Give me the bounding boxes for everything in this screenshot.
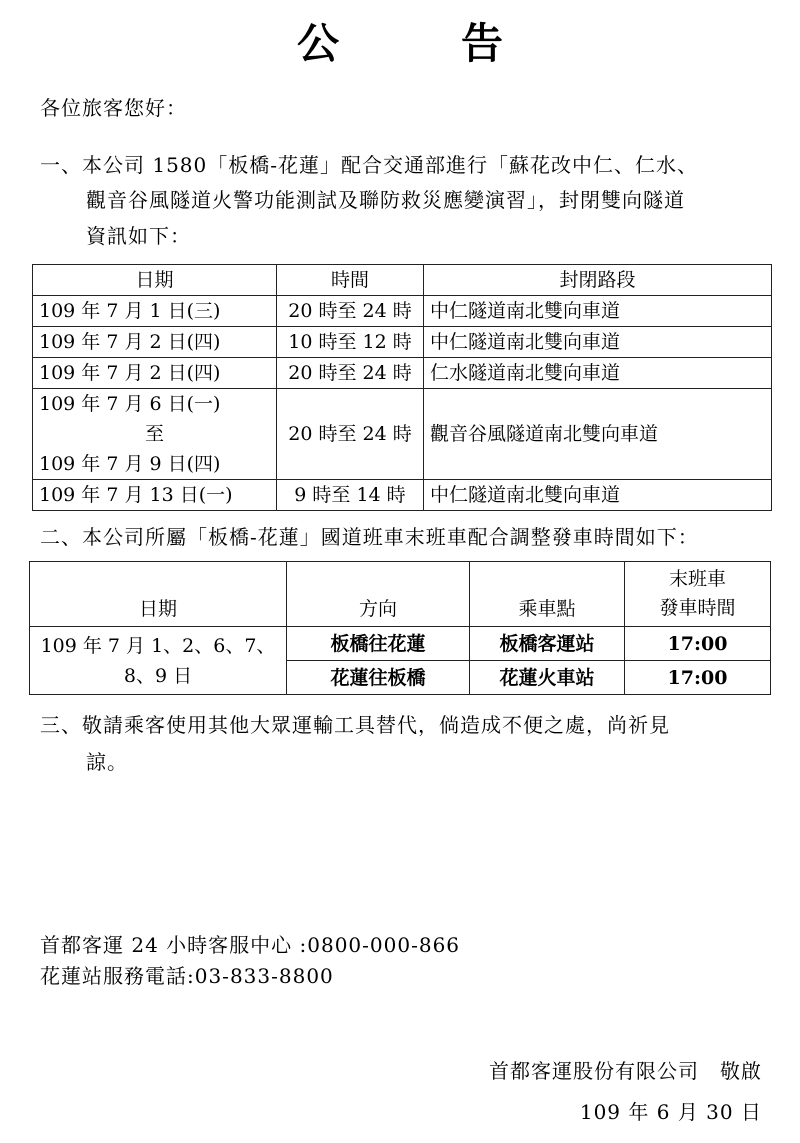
last-bus-table (29, 561, 771, 695)
item3-line1: 三、敬請乘客使用其他大眾運輸工具替代，倘造成不便之處，尚祈見 (40, 713, 670, 737)
header-last-bus-line2: 發車時間 (659, 597, 736, 619)
date-range-start: 109 年 7 月 6 日(一) (39, 393, 221, 415)
table-row (33, 296, 772, 327)
row-date: 109 年 7 月 1 日(三) (33, 296, 277, 327)
row-time: 20 時至 24 時 (277, 358, 424, 389)
item3-line2: 諒。 (86, 750, 128, 774)
row-time: 17:00 (625, 627, 771, 661)
service-dates-line1: 109 年 7 月 1、2、6、7、 (40, 634, 276, 657)
row-direction: 板橋往花蓮 (287, 627, 470, 661)
row-date: 109 年 7 月 2 日(四) (33, 358, 277, 389)
table-row (30, 627, 771, 661)
service-dates-line2: 8、9 日 (123, 664, 193, 687)
row-time: 9 時至 14 時 (277, 480, 424, 511)
row-date: 109 年 7 月 2 日(四) (33, 327, 277, 358)
customer-service-line: 首都客運 24 小時客服中心 :0800-000-866 (40, 933, 461, 957)
table-row (33, 389, 772, 480)
header-date: 日期 (30, 562, 287, 627)
row-time: 10 時至 12 時 (277, 327, 424, 358)
row-road: 仁水隧道南北雙向車道 (424, 358, 772, 389)
header-direction: 方向 (287, 562, 470, 627)
signature: 首都客運股份有限公司 敬啟 (489, 1059, 762, 1083)
row-stop: 板橋客運站 (470, 627, 625, 661)
date-range-separator: 至 (144, 423, 164, 445)
header-last-bus (625, 562, 771, 627)
row-road: 觀音谷風隧道南北雙向車道 (424, 389, 772, 480)
row-road: 中仁隧道南北雙向車道 (424, 480, 772, 511)
row-time: 17:00 (625, 661, 771, 695)
header-time: 時間 (277, 265, 424, 296)
row-date: 109 年 7 月 13 日(一) (33, 480, 277, 511)
row-stop: 花蓮火車站 (470, 661, 625, 695)
row-time: 20 時至 24 時 (277, 389, 424, 480)
date-range-end: 109 年 7 月 9 日(四) (39, 453, 221, 475)
greeting: 各位旅客您好： (40, 96, 187, 120)
row-road: 中仁隧道南北雙向車道 (424, 327, 772, 358)
item1-line1: 一、本公司 1580「板橋-花蓮」配合交通部進行「蘇花改中仁、仁水、 (40, 153, 699, 177)
table-row (33, 358, 772, 389)
header-date: 日期 (33, 265, 277, 296)
notice-date: 109 年 6 月 30 日 (579, 1100, 762, 1124)
closure-table (32, 264, 772, 511)
page-title: 公 告 (296, 19, 543, 68)
table-header-row (33, 265, 772, 296)
item1-line2: 觀音谷風隧道火警功能測試及聯防救災應變演習」，封閉雙向隧道 (86, 188, 685, 212)
item1-line3: 資訊如下： (86, 224, 191, 248)
row-road: 中仁隧道南北雙向車道 (424, 296, 772, 327)
item2-text: 二、本公司所屬「板橋-花蓮」國道班車末班車配合調整發車時間如下： (40, 525, 699, 549)
header-last-bus-line1: 末班車 (668, 568, 726, 590)
service-dates (30, 627, 287, 695)
station-phone-line: 花蓮站服務電話:03-833-8800 (40, 964, 334, 988)
header-road: 封閉路段 (424, 265, 772, 296)
table-header-row (30, 562, 771, 627)
header-stop: 乘車點 (470, 562, 625, 627)
row-direction: 花蓮往板橋 (287, 661, 470, 695)
table-row (33, 327, 772, 358)
row-time: 20 時至 24 時 (277, 296, 424, 327)
table-row (33, 480, 772, 511)
row-date-range (33, 389, 277, 480)
